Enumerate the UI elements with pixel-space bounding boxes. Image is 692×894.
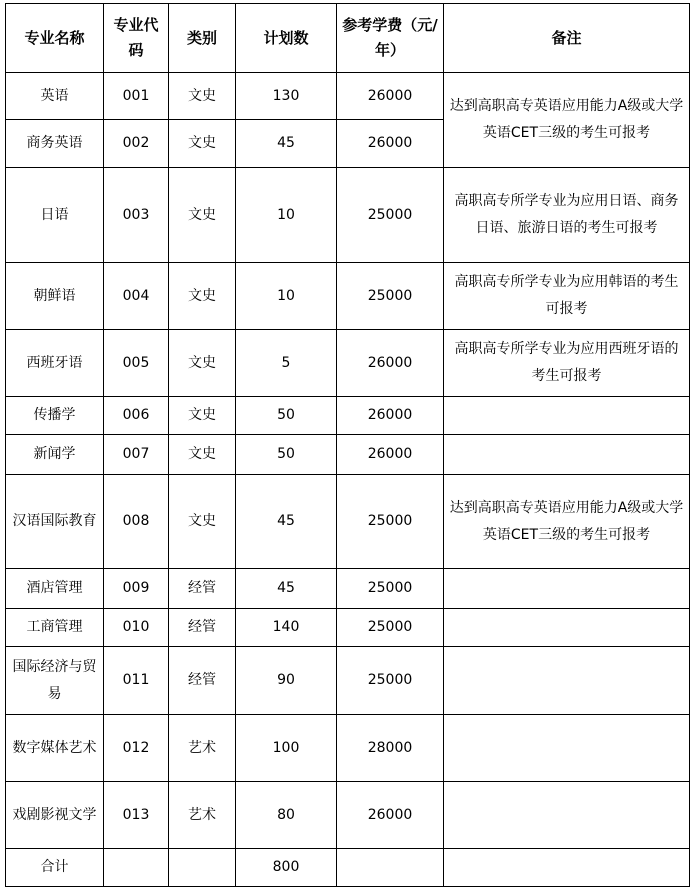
major-plan: 130 <box>236 73 337 120</box>
major-name: 朝鲜语 <box>6 263 104 330</box>
major-fee: 25000 <box>337 609 444 647</box>
major-plan: 45 <box>236 120 337 168</box>
major-code: 010 <box>104 609 169 647</box>
major-category: 文史 <box>169 168 236 263</box>
major-code: 007 <box>104 435 169 475</box>
major-remark: 高职高专所学专业为应用日语、商务日语、旅游日语的考生可报考 <box>444 168 690 263</box>
table-row <box>6 475 690 569</box>
major-name: 国际经济与贸易 <box>6 647 104 715</box>
major-fee: 25000 <box>337 168 444 263</box>
major-plan: 10 <box>236 263 337 330</box>
major-plan: 10 <box>236 168 337 263</box>
header-code: 专业代码 <box>104 4 169 73</box>
major-remark: 高职高专所学专业为应用韩语的考生可报考 <box>444 263 690 330</box>
major-plan: 90 <box>236 647 337 715</box>
major-name: 戏剧影视文学 <box>6 782 104 849</box>
major-name: 数字媒体艺术 <box>6 715 104 782</box>
major-code: 001 <box>104 73 169 120</box>
major-category: 经管 <box>169 609 236 647</box>
major-name: 日语 <box>6 168 104 263</box>
major-remark: 达到高职高专英语应用能力A级或大学英语CET三级的考生可报考 <box>444 475 690 569</box>
major-category: 经管 <box>169 647 236 715</box>
header-name: 专业名称 <box>6 4 104 73</box>
major-code: 009 <box>104 569 169 609</box>
major-remark <box>444 435 690 475</box>
major-fee: 26000 <box>337 330 444 397</box>
major-name: 工商管理 <box>6 609 104 647</box>
major-plan: 140 <box>236 609 337 647</box>
major-fee: 25000 <box>337 569 444 609</box>
major-category: 文史 <box>169 397 236 435</box>
major-fee: 26000 <box>337 435 444 475</box>
major-category: 文史 <box>169 475 236 569</box>
major-name: 新闻学 <box>6 435 104 475</box>
table-row <box>6 168 690 263</box>
total-row <box>6 849 690 887</box>
major-plan: 45 <box>236 475 337 569</box>
major-category: 文史 <box>169 263 236 330</box>
major-plan: 80 <box>236 782 337 849</box>
header-category: 类别 <box>169 4 236 73</box>
total-category <box>169 849 236 887</box>
header-row <box>6 4 690 73</box>
major-category: 文史 <box>169 120 236 168</box>
major-fee: 26000 <box>337 782 444 849</box>
table-row <box>6 73 690 120</box>
major-remark <box>444 609 690 647</box>
header-remark: 备注 <box>444 4 690 73</box>
major-name: 汉语国际教育 <box>6 475 104 569</box>
total-code <box>104 849 169 887</box>
major-name: 英语 <box>6 73 104 120</box>
major-name: 西班牙语 <box>6 330 104 397</box>
enrollment-plan-table <box>5 3 690 887</box>
major-remark <box>444 782 690 849</box>
major-remark <box>444 647 690 715</box>
total-fee <box>337 849 444 887</box>
major-code: 011 <box>104 647 169 715</box>
major-plan: 45 <box>236 569 337 609</box>
major-category: 文史 <box>169 73 236 120</box>
major-plan: 100 <box>236 715 337 782</box>
table-row <box>6 647 690 715</box>
total-plan: 800 <box>236 849 337 887</box>
total-label: 合计 <box>6 849 104 887</box>
major-plan: 5 <box>236 330 337 397</box>
major-remark: 达到高职高专英语应用能力A级或大学英语CET三级的考生可报考 <box>444 73 690 168</box>
major-name: 酒店管理 <box>6 569 104 609</box>
major-code: 002 <box>104 120 169 168</box>
major-fee: 25000 <box>337 647 444 715</box>
major-fee: 26000 <box>337 120 444 168</box>
header-plan: 计划数 <box>236 4 337 73</box>
table-row <box>6 782 690 849</box>
table-row <box>6 397 690 435</box>
table-row <box>6 609 690 647</box>
major-fee: 26000 <box>337 73 444 120</box>
major-fee: 25000 <box>337 263 444 330</box>
table-row <box>6 569 690 609</box>
header-fee: 参考学费（元/年） <box>337 4 444 73</box>
total-remark <box>444 849 690 887</box>
major-code: 008 <box>104 475 169 569</box>
table-row <box>6 435 690 475</box>
major-category: 文史 <box>169 435 236 475</box>
major-remark <box>444 397 690 435</box>
major-code: 006 <box>104 397 169 435</box>
major-category: 艺术 <box>169 715 236 782</box>
major-category: 文史 <box>169 330 236 397</box>
major-fee: 28000 <box>337 715 444 782</box>
major-code: 003 <box>104 168 169 263</box>
major-plan: 50 <box>236 435 337 475</box>
table-row <box>6 330 690 397</box>
major-remark <box>444 715 690 782</box>
major-code: 012 <box>104 715 169 782</box>
major-code: 005 <box>104 330 169 397</box>
major-name: 传播学 <box>6 397 104 435</box>
major-category: 经管 <box>169 569 236 609</box>
major-code: 004 <box>104 263 169 330</box>
major-plan: 50 <box>236 397 337 435</box>
major-category: 艺术 <box>169 782 236 849</box>
table-row <box>6 715 690 782</box>
major-fee: 26000 <box>337 397 444 435</box>
major-remark: 高职高专所学专业为应用西班牙语的考生可报考 <box>444 330 690 397</box>
major-name: 商务英语 <box>6 120 104 168</box>
table-row <box>6 263 690 330</box>
major-fee: 25000 <box>337 475 444 569</box>
major-remark <box>444 569 690 609</box>
major-code: 013 <box>104 782 169 849</box>
